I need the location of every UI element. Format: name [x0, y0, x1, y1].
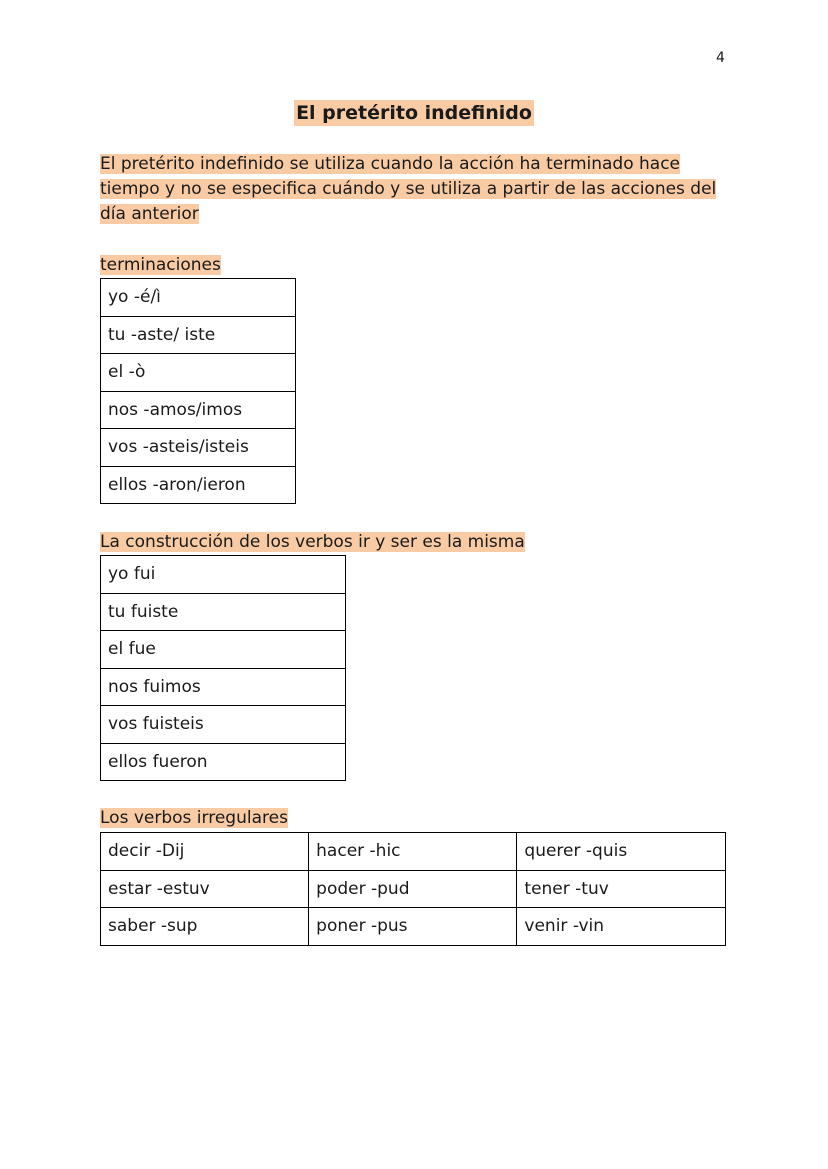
table-row: [101, 870, 726, 908]
table-cell: hacer -hic: [309, 833, 517, 871]
table-cell: ellos -aron/ieron: [101, 466, 296, 504]
table-cell: tu -aste/ iste: [101, 316, 296, 354]
page-title: El pretérito indefinido: [296, 102, 532, 124]
table-row: [101, 668, 346, 706]
title-container: [0, 100, 828, 126]
table-cell: el fue: [101, 631, 346, 669]
table-row: [101, 391, 296, 429]
table-cell: venir -vin: [517, 908, 726, 946]
irregular-verbs-heading: [100, 806, 288, 830]
table-cell: vos -asteis/isteis: [101, 429, 296, 467]
table-cell: saber -sup: [101, 908, 309, 946]
table-row: [101, 556, 346, 594]
intro-paragraph: [100, 152, 724, 227]
table-cell: nos fuimos: [101, 668, 346, 706]
table-cell: poner -pus: [309, 908, 517, 946]
endings-table: [100, 278, 296, 504]
table-cell: nos -amos/imos: [101, 391, 296, 429]
irregular-verbs-heading-text: Los verbos irregulares: [100, 808, 288, 828]
ir-ser-table: [100, 555, 346, 781]
table-cell: tu fuiste: [101, 593, 346, 631]
ir-ser-heading-text: La construcción de los verbos ir y ser es la misma: [100, 532, 525, 552]
endings-heading-text: terminaciones: [100, 255, 221, 275]
table-cell: decir -Dij: [101, 833, 309, 871]
table-cell: tener -tuv: [517, 870, 726, 908]
table-cell: poder -pud: [309, 870, 517, 908]
table-row: [101, 593, 346, 631]
table-cell: querer -quis: [517, 833, 726, 871]
endings-heading: [100, 253, 221, 277]
intro-text: El pretérito indefinido se utiliza cuando la acción ha terminado hace tiempo y no se especifica cuándo y se utiliza a partir de las acciones del día anterior: [100, 154, 717, 224]
ir-ser-heading: [100, 530, 525, 554]
table-cell: yo -é/ì: [101, 279, 296, 317]
table-row: [101, 466, 296, 504]
table-row: [101, 429, 296, 467]
table-row: [101, 316, 296, 354]
irregular-verbs-table: [100, 832, 726, 946]
table-row: [101, 706, 346, 744]
table-row: [101, 631, 346, 669]
table-cell: el -ò: [101, 354, 296, 392]
table-cell: ellos fueron: [101, 743, 346, 781]
table-cell: yo fui: [101, 556, 346, 594]
table-row: [101, 833, 726, 871]
table-row: [101, 908, 726, 946]
table-cell: estar -estuv: [101, 870, 309, 908]
table-row: [101, 743, 346, 781]
table-cell: vos fuisteis: [101, 706, 346, 744]
page-number: 4: [716, 50, 725, 66]
table-row: [101, 354, 296, 392]
table-row: [101, 279, 296, 317]
